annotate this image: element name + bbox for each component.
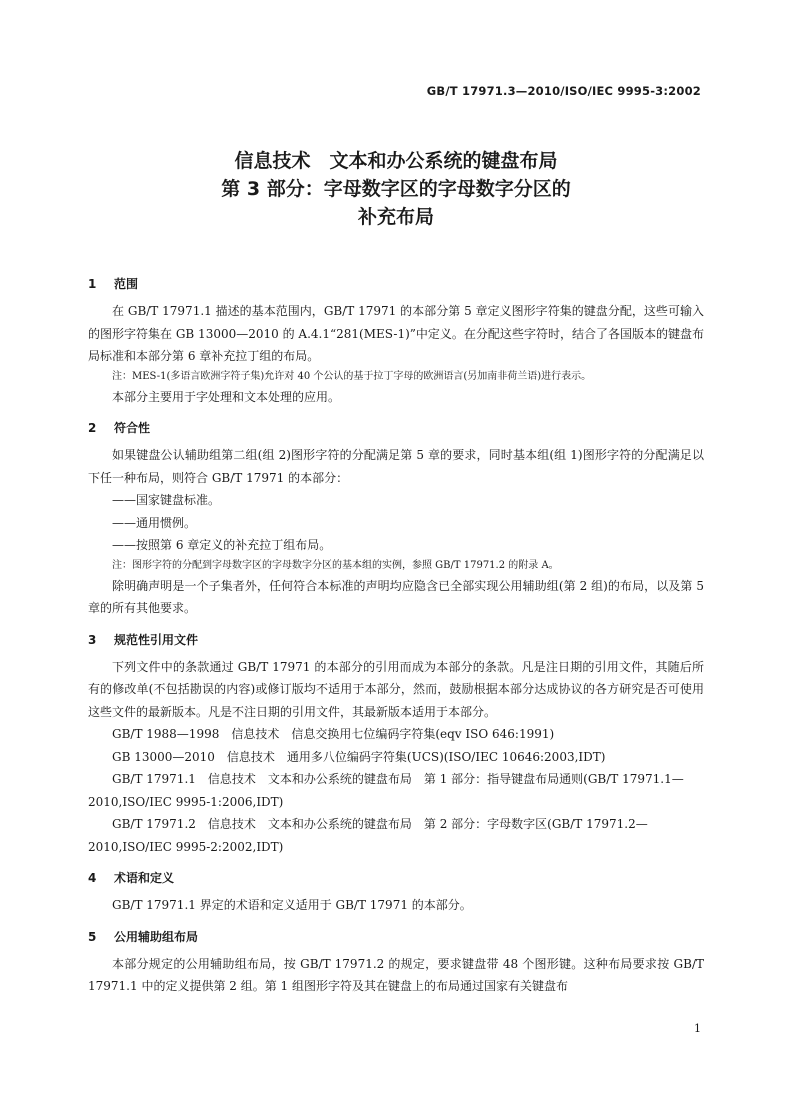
note: 注：图形字符的分配到字母数字区的字母数字分区的基本组的实例，参照 GB/T 17971.2 的附录 A。 xyxy=(112,559,559,571)
paragraph: 除明确声明是一个子集者外，任何符合本标准的声明均应隐含已全部实现公用辅助组(第 2 组)的布局，以及第 5 章的所有其他要求。 xyxy=(88,578,704,615)
section-number: 4 xyxy=(88,871,97,885)
title-line-1: 信息技术 文本和办公系统的键盘布局 xyxy=(234,150,558,172)
section-number: 3 xyxy=(88,632,97,647)
section-number: 2 xyxy=(88,421,97,435)
section-title: 符合性 xyxy=(114,421,151,435)
section-title: 术语和定义 xyxy=(114,871,175,885)
document-title xyxy=(0,147,792,231)
paragraph: 本部分主要用于字处理和文本处理的应用。 xyxy=(112,389,341,404)
paragraph: GB/T 17971.1 界定的术语和定义适用于 GB/T 17971 的本部分。 xyxy=(112,898,472,912)
title-line-2: 第 3 部分：字母数字区的字母数字分区的 xyxy=(221,178,571,200)
note: 注：MES-1(多语言欧洲字符子集)允许对 40 个公认的基于拉丁字母的欧洲语言(另加南非荷兰语)进行表示。 xyxy=(112,370,592,382)
paragraph: 在 GB/T 17971.1 描述的基本范围内，GB/T 17971 的本部分第 5 章定义图形字符集的键盘分配，这些可输入的图形字符集在 GB 13000—2010 的 A.4.1“281(MES-1)”中定义。在分配这些字符时，结合了各国版本的键盘布局标准和本部分第 6 章补充拉丁组的布局。 xyxy=(88,304,704,363)
reference-item: GB/T 17971.1 信息技术 文本和办公系统的键盘布局 第 1 部分：指导键盘布局通则(GB/T 17971.1—2010,ISO/IEC 9995-1:2006,IDT) xyxy=(88,772,684,809)
paragraph: 本部分规定的公用辅助组布局，按 GB/T 17971.2 的规定，要求键盘带 48 个图形键。这种布局要求按 GB/T 17971.1 中的定义提供第 2 组。第 1 组图形字符及其在键盘上的布局通过国家有关键盘布 xyxy=(88,956,704,993)
paragraph: 如果键盘公认辅助组第二组(组 2)图形字符的分配满足第 5 章的要求，同时基本组(组 1)图形字符的分配满足以下任一种布局，则符合 GB/T 17971 的本部分： xyxy=(88,448,704,485)
section-title: 规范性引用文件 xyxy=(114,632,199,647)
section-heading-scope xyxy=(88,274,704,294)
reference-item: GB 13000—2010 信息技术 通用多八位编码字符集(UCS)(ISO/IEC 10646:2003,IDT) xyxy=(112,749,606,764)
section-number: 1 xyxy=(88,277,97,291)
section-heading-common-secondary-group xyxy=(88,927,704,947)
section-heading-terms xyxy=(88,868,704,888)
dash-list-item: ——按照第 6 章定义的补充拉丁组布局。 xyxy=(112,538,332,552)
standard-code-header: GB/T 17971.3—2010/ISO/IEC 9995-3:2002 xyxy=(426,84,701,98)
section-title: 范围 xyxy=(114,277,139,291)
document-body xyxy=(88,274,704,998)
section-title: 公用辅助组布局 xyxy=(114,929,199,944)
section-heading-normative-references xyxy=(88,630,704,650)
page-number: 1 xyxy=(694,1022,701,1035)
reference-item: GB/T 1988—1998 信息技术 信息交换用七位编码字符集(eqv ISO 646:1991) xyxy=(112,727,555,741)
title-line-3: 补充布局 xyxy=(357,206,434,228)
section-number: 5 xyxy=(88,929,97,944)
paragraph: 下列文件中的条款通过 GB/T 17971 的本部分的引用而成为本部分的条款。凡是注日期的引用文件，其随后所有的修改单(不包括勘误的内容)或修订版均不适用于本部分，然而，鼓励根据本部分达成协议的各方研究是否可使用这些文件的最新版本。凡是不注日期的引用文件，其最新版本适用于本部分。 xyxy=(88,659,704,719)
section-heading-conformance xyxy=(88,418,704,438)
dash-list-item: ——国家键盘标准。 xyxy=(112,493,221,507)
reference-item: GB/T 17971.2 信息技术 文本和办公系统的键盘布局 第 2 部分：字母数字区(GB/T 17971.2—2010,ISO/IEC 9995-2:2002,IDT) xyxy=(88,817,648,854)
dash-list-item: ——通用惯例。 xyxy=(112,515,197,530)
